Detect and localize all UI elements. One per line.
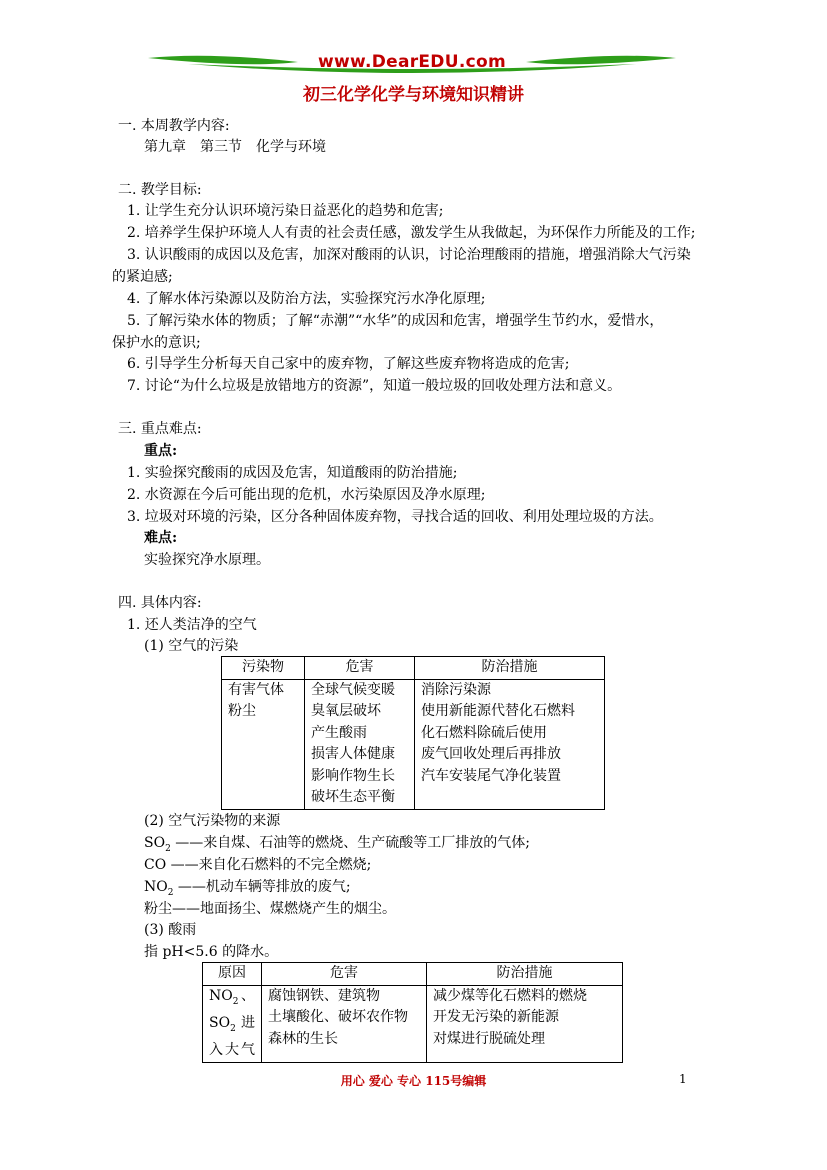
list-item: 2. 水资源在今后可能出现的危机，水污染原因及净水原理; bbox=[127, 487, 486, 503]
acid-rain-definition: 指 pH<5.6 的降水。 bbox=[144, 944, 279, 960]
formula-text: NO bbox=[144, 879, 168, 895]
cell-line: 森林的生长 bbox=[268, 1030, 338, 1047]
separator: 、 bbox=[241, 987, 255, 1004]
list-item: 1. 实验探究酸雨的成因及危害，知道酸雨的防治措施; bbox=[127, 465, 458, 481]
table-header-cell: 危害 bbox=[262, 963, 427, 986]
cell-line: 影响作物生长 bbox=[311, 767, 395, 784]
source-text: ——来自煤、石油等的燃烧、生产硫酸等工厂排放的气体; bbox=[170, 835, 530, 851]
table-cell-harms bbox=[262, 985, 427, 1062]
cell-line: 臭氧层破坏 bbox=[311, 703, 381, 719]
cell-line: 开发无污染的新能源 bbox=[433, 1009, 559, 1025]
cell-word: 大 bbox=[225, 1042, 239, 1059]
cell-line: 全球气候变暖 bbox=[311, 681, 395, 698]
cell-word: 入 bbox=[209, 1042, 223, 1059]
acid-rain-table bbox=[202, 962, 623, 1063]
site-logo bbox=[148, 50, 676, 80]
table-row bbox=[222, 679, 605, 809]
section-content: 第九章 第三节 化学与环境 bbox=[144, 139, 326, 155]
list-item: 4. 了解水体污染源以及防治方法，实验探究污水净化原理; bbox=[127, 291, 486, 307]
page-footer: 用心 爱心 专心 115号编辑 bbox=[340, 1074, 487, 1088]
key-points-label: 重点: bbox=[144, 443, 178, 459]
table-cell-measures bbox=[427, 985, 623, 1062]
part-title: (3) 酸雨 bbox=[144, 922, 197, 938]
cell-line: 产生酸雨 bbox=[311, 724, 367, 741]
section-heading: 二. 教学目标: bbox=[118, 182, 202, 198]
table-header-cell: 防治措施 bbox=[427, 963, 623, 986]
source-dust: 粉尘——地面扬尘、煤燃烧产生的烟尘。 bbox=[144, 901, 396, 917]
section-heading: 四. 具体内容: bbox=[118, 595, 202, 611]
difficulty-text: 实验探究净水原理。 bbox=[144, 552, 270, 568]
cell-line: 使用新能源代替化石燃料 bbox=[421, 703, 575, 719]
table-header-cell: 原因 bbox=[203, 963, 262, 986]
subsection-title: 1. 还人类洁净的空气 bbox=[127, 617, 257, 633]
list-item: 5. 了解污染水体的物质；了解“赤潮”“水华”的成因和危害，增强学生节约水，爱惜水， bbox=[127, 313, 664, 329]
source-so2 bbox=[144, 833, 530, 853]
air-pollution-table bbox=[221, 656, 605, 810]
section-heading: 一. 本周教学内容: bbox=[118, 118, 230, 134]
cell-line: 粉尘 bbox=[228, 703, 256, 719]
cell-line bbox=[209, 986, 255, 1013]
table-header-row bbox=[203, 963, 623, 986]
table-cell-measures bbox=[415, 679, 605, 809]
table-header-cell: 污染物 bbox=[222, 657, 305, 680]
table-cell-cause bbox=[203, 985, 262, 1062]
table-header-cell: 危害 bbox=[305, 657, 415, 680]
formula-text: $NO_2$ bbox=[209, 987, 239, 1007]
formula-text: $SO_2$ bbox=[209, 1014, 236, 1034]
list-item: 3. 认识酸雨的成因以及危害，加深对酸雨的认识，讨论治理酸雨的措施，增强消除大气污染 bbox=[127, 247, 691, 263]
cell-line: 损害人体健康 bbox=[311, 746, 395, 762]
section-heading: 三. 重点难点: bbox=[118, 421, 202, 437]
table-row bbox=[203, 985, 623, 1062]
page-number: 1 bbox=[679, 1072, 687, 1086]
list-item: 1. 让学生充分认识环境污染日益恶化的趋势和危害; bbox=[127, 203, 444, 219]
list-item: 6. 引导学生分析每天自己家中的废弃物，了解这些废弃物将造成的危害; bbox=[127, 356, 570, 372]
cell-line: 汽车安装尾气净化装置 bbox=[421, 767, 561, 784]
formula-subscript: 2 bbox=[165, 843, 171, 854]
list-item: 2. 培养学生保护环境人人有责的社会责任感，激发学生从我做起，为环保作力所能及的工作; bbox=[127, 225, 696, 241]
cell-line: 废气回收处理后再排放 bbox=[421, 746, 561, 762]
list-item: 3. 垃圾对环境的污染，区分各种固体废弃物，寻找合适的回收、利用处理垃圾的方法。 bbox=[127, 509, 663, 525]
cell-line bbox=[209, 1013, 255, 1040]
part-title: (1) 空气的污染 bbox=[144, 638, 239, 654]
part-title: (2) 空气污染物的来源 bbox=[144, 813, 281, 829]
logo-text: www.DearEDU.com bbox=[318, 52, 506, 72]
formula-subscript: 2 bbox=[167, 887, 174, 898]
cell-line: 消除污染源 bbox=[421, 681, 491, 698]
cell-line: 土壤酸化、破坏农作物 bbox=[268, 1009, 408, 1025]
table-header-row bbox=[222, 657, 605, 680]
cell-line: 腐蚀钢铁、建筑物 bbox=[268, 987, 380, 1004]
list-item: 7. 讨论“为什么垃圾是放错地方的资源”，知道一般垃圾的回收处理方法和意义。 bbox=[127, 378, 622, 394]
difficulty-label: 难点: bbox=[144, 530, 178, 546]
source-text: ——机动车辆等排放的废气; bbox=[173, 879, 351, 895]
cell-line: 对煤进行脱硫处理 bbox=[433, 1030, 545, 1047]
formula-text: SO bbox=[144, 835, 166, 851]
list-item-continuation: 保护水的意识; bbox=[112, 335, 201, 351]
list-item-continuation: 的紧迫感; bbox=[112, 269, 173, 285]
table-cell-pollutants bbox=[222, 679, 305, 809]
cell-word: 气 bbox=[241, 1042, 255, 1059]
cell-line: 破坏生态平衡 bbox=[311, 789, 395, 805]
cell-line: 有害气体 bbox=[228, 681, 284, 698]
source-no2 bbox=[144, 877, 351, 897]
table-header-cell: 防治措施 bbox=[415, 657, 605, 680]
cell-line: 化石燃料除硫后使用 bbox=[421, 724, 547, 741]
source-co: CO ——来自化石燃料的不完全燃烧; bbox=[144, 857, 372, 873]
cell-line: 减少煤等化石燃料的燃烧 bbox=[433, 987, 587, 1004]
document-title: 初三化学化学与环境知识精讲 bbox=[303, 85, 524, 105]
cell-line bbox=[209, 1040, 255, 1062]
cell-word: 进 bbox=[241, 1014, 255, 1031]
table-cell-harms bbox=[305, 679, 415, 809]
